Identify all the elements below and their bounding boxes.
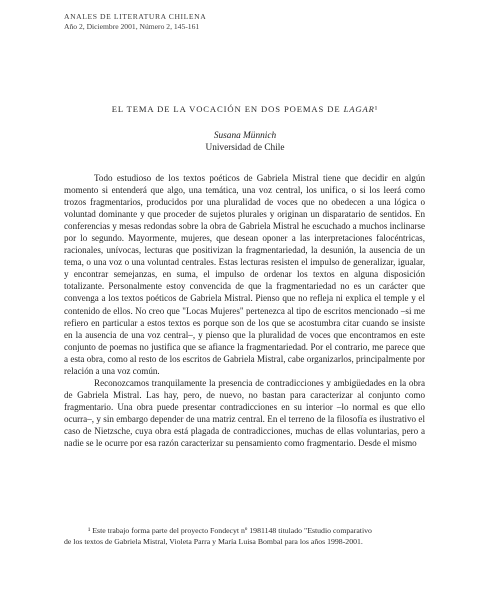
journal-name: ANALES DE LITERATURA CHILENA (64, 12, 207, 21)
author-block (0, 130, 490, 154)
running-header (64, 12, 364, 32)
article-title (0, 103, 490, 115)
footnote (64, 525, 426, 547)
title-main: EL TEMA DE LA VOCACIÓN EN DOS POEMAS DE (111, 104, 344, 114)
footnote-line-1: ¹ Este trabajo forma parte del proyecto Fondecyt nº 1981148 titulado "Estudio comparativo (88, 526, 372, 535)
body-paragraph-1: Todo estudioso de los textos poéticos de Gabriela Mistral tiene que decidir en algún momento si entenderá que algo, una temática, una voz central, los unifica, o si los leerá como trozos fragmentarios, producidos por una pluralidad de voces que no obedecen a una lógica o voluntad dominante y que proceder de sujetos plurales y originan un disparatario de sentidos. En conferencias y mesas redondas sobre la obra de Gabriela Mistral he escuchado a muchos inclinarse por lo segundo. Mayormente, mujeres, que desean oponer a las interpretaciones falocéntricas, racionales, unívocas, lecturas que positivizan la fragmentariedad, la desunión, la ausencia de un tema, o una voz o una voluntad centrales. Estas lecturas resisten el impulso de generalizar, igualar, y encontrar semejanzas, en suma, el impulso de ordenar los textos en alguna disposición totalizante. Personalmente estoy convencida de que la fragmentariedad no es un carácter que convenga a los textos poéticos de Gabriela Mistral. Pienso que no refleja ni explica el temple y el contenido de ellos. No creo que "Locas Mujeres" pertenezca al tipo de escritos mencionado –si me refiero en particular a estos textos es porque son de los que se acostumbra citar cuando se insiste en la ausencia de una voz central–, y pienso que la pluralidad de voces que encontramos en este conjunto de poemas no justifica que se afiance la fragmentariedad. Por el contrario, me parece que a esta obra, como al resto de los escritos de Gabriela Mistral, cabe organizarlos, principalmente por relación a una voz común. (64, 173, 425, 376)
footnote-line-2: de los textos de Gabriela Mistral, Violeta Parra y María Luisa Bombal para los años 1998-2001. (64, 537, 363, 546)
author-name: Susana Münnich (213, 131, 277, 141)
article-body (64, 172, 425, 449)
title-italic: LAGAR (343, 104, 375, 114)
author-affiliation: Universidad de Chile (205, 143, 285, 153)
title-footnote-mark: ¹ (374, 104, 379, 114)
issue-info: Año 2, Diciembre 2001, Número 2, 145-161 (64, 22, 200, 31)
body-paragraph-2: Reconozcamos tranquilamente la presencia de contradicciones y ambigüedades en la obra de Gabriela Mistral. Las hay, pero, de nuevo, no bastan para caracterizar al conjunto como fragmentario. Una obra puede presentar contradicciones en su interior –lo normal es que ello ocurra–, y sin embargo depender de una matriz central. En el terreno de la filosofía es ilustrativo el caso de Nietzsche, cuya obra está plagada de contradicciones, muchas de ellas voluntarias, pero a nadie se le ocurre por esa razón caracterizar su pensamiento como fragmentario. Desde el mismo (64, 377, 425, 449)
